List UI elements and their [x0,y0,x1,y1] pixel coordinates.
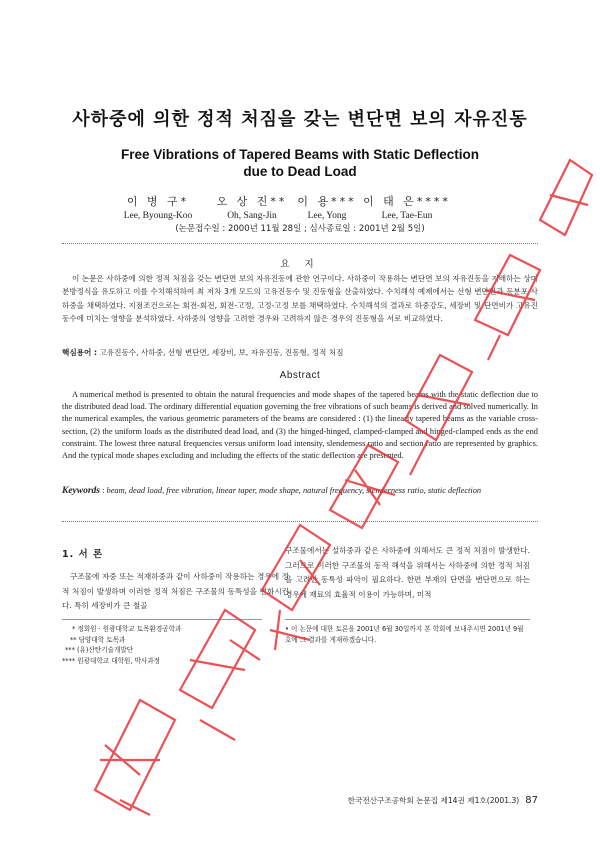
author-4 [362,193,452,221]
paper-title-english-line2: due to Dead Load [243,164,357,179]
author-2-roman: Oh, Sang-Jin [227,211,277,221]
abstract-english-heading: Abstract [279,370,321,381]
author-4-roman: Lee, Tae-Eun [381,211,433,221]
keywords-english-values: beam, dead load, free vibration, linear taper, mode shape, natural frequency, slenderness ratio, static deflection [106,486,482,495]
author-1-korean: 이 병 구* [126,195,190,208]
author-affiliations [62,624,289,666]
footnote-divider-left [62,619,262,620]
author-2 [212,193,292,221]
author-1 [118,193,198,221]
paper-title-english-line1: Free Vibrations of Tapered Beams with Static Deflection [120,147,480,162]
abstract-korean-heading: 요 지 [280,259,320,270]
discussion-notice: • 이 논문에 대한 토론을 2001년 6월 30일까지 본 학회에 보내주시면 2001년 9월호에 그 결과를 게재하겠습니다. [285,625,524,644]
author-3-roman: Lee, Yong [307,211,347,221]
author-2-korean: 오 상 진** [216,195,288,208]
affiliation-1: * 정회원 · 원광대학교 토목환경공학과 [72,625,182,633]
abstract-english: A numerical method is presented to obtain the natural frequencies and mode shapes of the tapered beams with the static deflection due to the distributed dead load. The ordinary differential equation governing the free vibrations of such beams is derived and solved numerically. In the numerical examples, the various geometric parameters of the beams are considered : (1) the linearly tapered beams as the variable cross-section, (2) the uniform loads as the distributed dead load, and (3) the hinged-hinged, clamped-clamped and hinged-clamped ends as the end constraint. The lowest three natural frequencies versus uniform load intensity, slenderness ratio and section ratio are represented by graphics. And the typical mode shapes excluding and including the effects of the static deflection are presented. [62,390,538,461]
affiliation-2: ** 담양대학 토목과 [70,635,126,644]
affiliation-3: *** (유)산탄기술개발단 [65,646,134,654]
paper-title-english [90,146,510,180]
paper-title-korean: 사하중에 의한 정적 처짐을 갖는 변단면 보의 자유진동 [72,109,528,130]
introduction-left-column: 구조물에 자중 또는 적재하중과 같이 사하중이 작용하는 경우에 정적 처짐이 발생하며 이러한 정적 처짐은 구조물의 동특성을 변화시킨다. 특히 세장비가 큰 철골 [62,572,289,611]
keywords-english-label: Keywords [62,486,100,496]
introduction-right-column: 구조물에서는 설하중과 같은 사하중에 의해서도 큰 정적 처짐이 발생한다. 그러므로 이러한 구조물의 동적 해석을 위해서는 사하중에 의한 정적 처짐을 고려한 동특성 파악이 필요하다. 한편 부재의 단면을 변단면으로 하는 경우에 재료의 효율적 이용이 가능하며, 미적 [285,546,530,599]
divider-bottom [62,521,538,522]
page-footer [300,795,538,806]
journal-citation: 한국전산구조공학회 논문집 제14권 제1호(2001.3) [347,796,520,805]
keywords-korean-values: 고유진동수, 사하중, 선형 변단면, 세장비, 보, 자유진동, 진동형, 정적 처짐 [99,348,344,357]
abstract-korean: 이 논문은 사하중에 의한 정적 처짐을 갖는 변단면 보의 자유진동에 관한 연구이다. 사하중이 작용하는 변단면 보의 자유진동을 지배하는 상미분방정식을 유도하고 이를 수치해석하여 최 저차 3개 모드의 고유진동수 및 진동형을 산출하였다. 수치해석 예제에서는 선형 변단면과 등분포 사하중을 채택하였다. 지점조건으로는 회전-회전, 회전-고정, 고정-고정 보를 채택하였다. 수치해석의 결과로 하중강도, 세장비 및 단면비가 고유진동수에 미치는 영향을 분석하였다. 사하중의 영향을 고려한 경우와 고려하지 않은 경우의 진동형을 서로 비교하였다. [62,274,538,324]
keywords-korean [62,347,538,358]
affiliation-4: **** 원광대학교 대학원, 박사과정 [62,656,161,665]
divider-top [62,243,538,244]
section-1-heading: 1. 서 론 [62,549,104,560]
author-4-korean: 이 태 은**** [363,195,451,208]
keywords-english: Keywords : beam, dead load, free vibration, linear taper, mode shape, natural frequency, slenderness ratio, static deflection [62,485,538,497]
author-3-korean: 이 용*** [297,195,357,208]
keywords-korean-label: 핵심용어 : [62,348,98,357]
author-1-roman: Lee, Byoung-Koo [123,211,193,221]
submission-dates: (논문접수일 : 2000년 11월 28일 ; 심사종료일 : 2001년 2월 5일) [175,224,425,234]
footnote-divider-right [285,619,530,620]
author-3 [292,193,362,221]
page-number: 87 [525,795,538,806]
